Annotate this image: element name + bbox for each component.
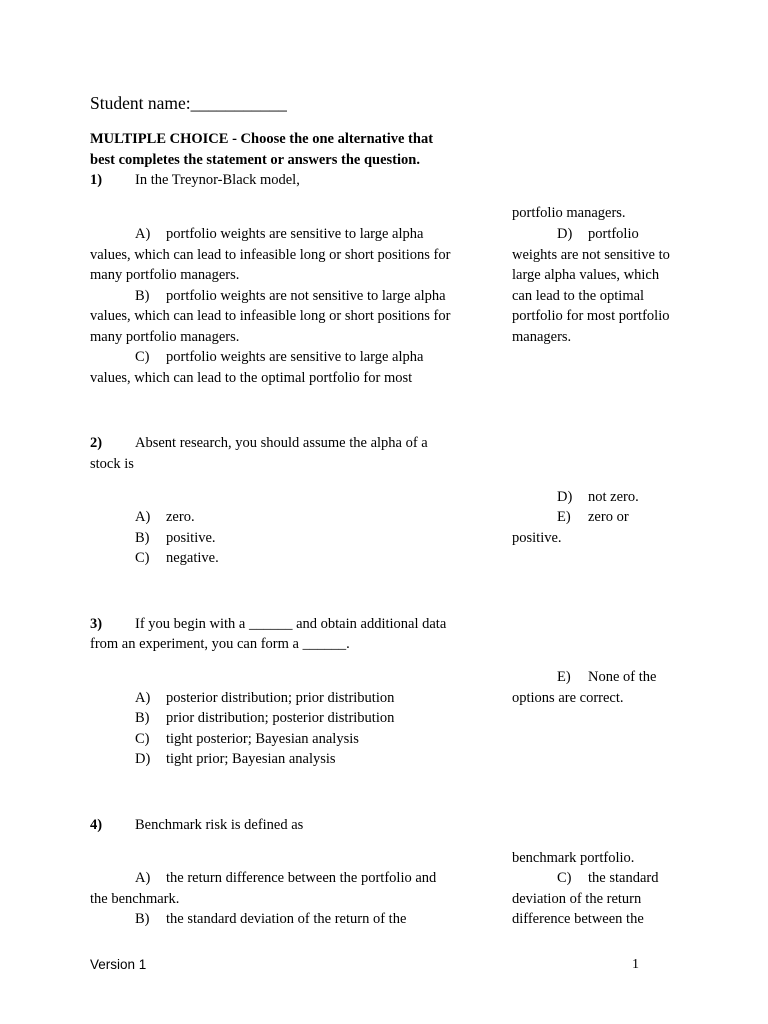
student-name-label: Student name:	[90, 93, 191, 113]
q1-right-text: portfolio for most portfolio	[512, 308, 670, 324]
question-number: 3)	[90, 615, 103, 632]
q2-option-e: E) zero or	[557, 509, 629, 525]
q3-option-b: B) prior distribution; posterior distribution	[135, 710, 395, 726]
q3-option-c: C) tight posterior; Bayesian analysis	[135, 730, 359, 747]
q1-option-d: D) portfolio	[557, 226, 639, 242]
footer-page-number: 1	[632, 957, 639, 972]
student-name-heading	[90, 93, 287, 114]
q1-option-text: many portfolio managers.	[90, 267, 240, 283]
question-stem-text: Benchmark risk is defined as	[135, 816, 304, 833]
instructions-line-1: MULTIPLE CHOICE - Choose the one alternative that	[90, 131, 434, 147]
question-number: 1)	[90, 172, 103, 188]
question-stem-text: In the Treynor-Black model,	[135, 172, 300, 188]
q1-right-text: managers.	[512, 328, 572, 345]
q4-option-c: C) the standard	[557, 870, 659, 886]
q1-right-text: can lead to the optimal	[512, 287, 645, 304]
q1-right-text: large alpha values, which	[512, 267, 660, 283]
q1-right-text: portfolio managers.	[512, 205, 626, 221]
q2-option-a: A) zero.	[135, 509, 195, 525]
q4-option-a: A) the return difference between the portfolio and	[135, 870, 437, 886]
q1-option-text: values, which can lead to the optimal portfolio for most	[90, 369, 413, 386]
question-2-stem	[90, 433, 428, 454]
question-stem-text: Absent research, you should assume the alpha of a	[135, 435, 428, 451]
q4-right-text: deviation of the return	[512, 890, 642, 907]
question-stem-text: from an experiment, you can form a ______.	[90, 636, 350, 652]
q2-right-text: positive.	[512, 529, 562, 546]
q1-option-text: many portfolio managers.	[90, 328, 240, 345]
q3-option-e: E) None of the	[557, 669, 657, 685]
student-name-blank: ___________	[190, 93, 287, 113]
q4-right-text: difference between the	[512, 911, 644, 927]
q1-option-text: values, which can lead to infeasible long or short positions for	[90, 308, 451, 324]
question-stem-text: stock is	[90, 455, 134, 472]
footer-version: Version 1	[90, 957, 147, 972]
q3-option-a: A) posterior distribution; prior distribution	[135, 689, 395, 706]
q1-option-a: A) portfolio weights are sensitive to large alpha	[135, 226, 424, 242]
q2-option-b: B) positive.	[135, 529, 216, 546]
question-3-stem	[90, 614, 446, 635]
q1-right-text: weights are not sensitive to	[512, 246, 670, 263]
q1-option-c: C) portfolio weights are sensitive to large alpha	[135, 349, 424, 365]
q2-option-d: D) not zero.	[557, 488, 639, 505]
q1-option-b: B) portfolio weights are not sensitive to large alpha	[135, 287, 446, 304]
q3-right-text: options are correct.	[512, 689, 624, 706]
q4-option-text: the benchmark.	[90, 890, 180, 907]
q2-option-c: C) negative.	[135, 550, 219, 566]
q4-option-b: B) the standard deviation of the return of the	[135, 911, 407, 927]
question-4-stem	[90, 815, 303, 836]
q3-option-d: D) tight prior; Bayesian analysis	[135, 751, 336, 767]
q1-option-text: values, which can lead to infeasible long or short positions for	[90, 246, 451, 263]
question-stem-text: If you begin with a ______ and obtain additional data	[135, 615, 447, 632]
question-number: 2)	[90, 435, 103, 451]
q4-right-text: benchmark portfolio.	[512, 849, 635, 866]
question-1-stem	[90, 170, 300, 191]
question-number: 4)	[90, 816, 103, 833]
instructions-line-2: best completes the statement or answers the question.	[90, 151, 420, 168]
